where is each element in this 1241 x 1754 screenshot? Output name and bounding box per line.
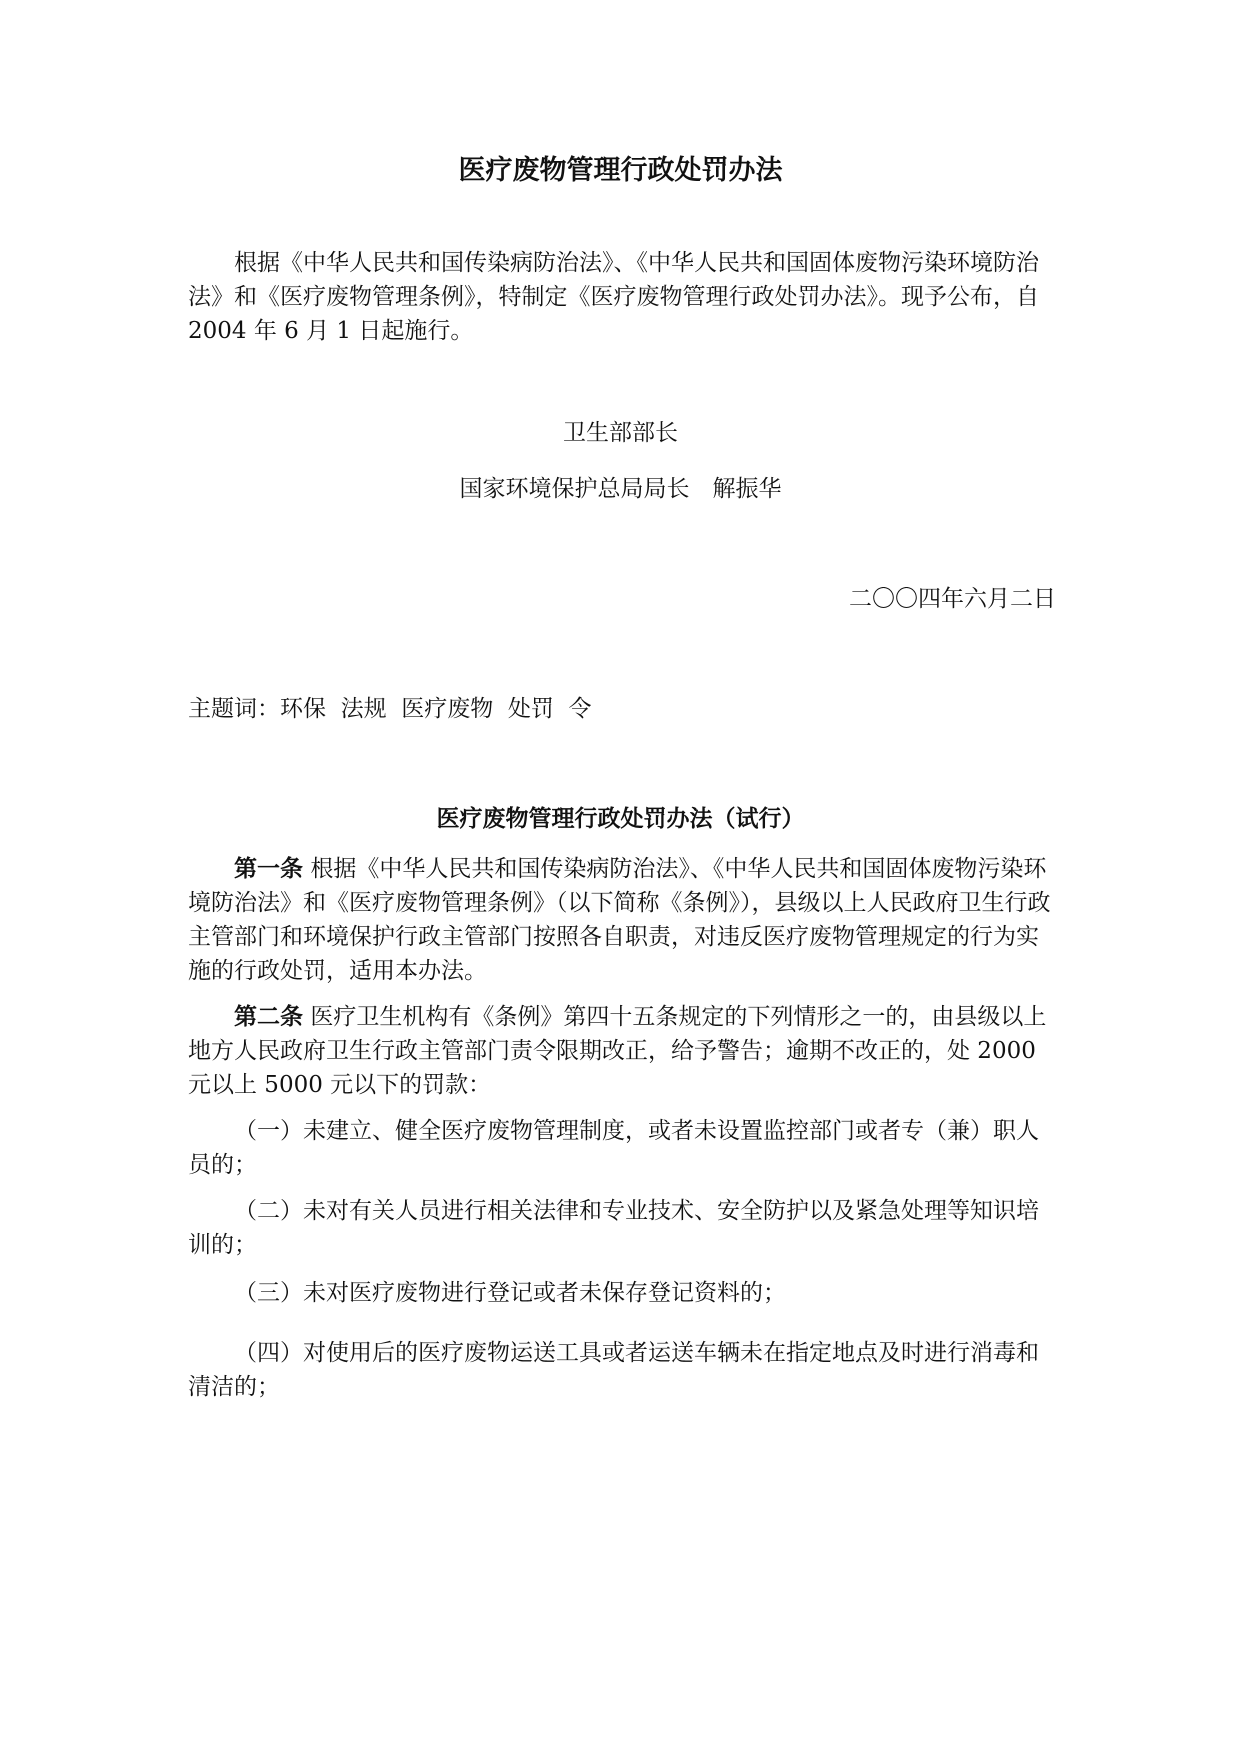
list-item: （四）对使用后的医疗废物运送工具或者运送车辆未在指定地点及时进行消毒和清洁的； xyxy=(188,1340,1039,1400)
document-date: 二〇〇四年六月二日 xyxy=(849,586,1056,612)
article-2-label: 第二条 xyxy=(234,1003,303,1030)
list-item: （一）未建立、健全医疗废物管理制度，或者未设置监控部门或者专（兼）职人员的； xyxy=(188,1118,1039,1178)
article-2-paragraph xyxy=(188,1000,1056,1102)
article-2-text: 医疗卫生机构有《条例》第四十五条规定的下列情形之一的，由县级以上地方人民政府卫生行政主管部门责令限期改正，给予警告；逾期不改正的，处 2000 元以上 5000 元以下的罚款： xyxy=(188,1004,1047,1098)
preamble-paragraph: 根据《中华人民共和国传染病防治法》、《中华人民共和国固体废物污染环境防治法》和《医疗废物管理条例》，特制定《医疗废物管理行政处罚办法》。现予公布，自 2004 年 6 月 1 日起施行。 xyxy=(188,250,1039,344)
document-subtitle: 医疗废物管理行政处罚办法（试行） xyxy=(436,805,805,832)
keywords-line: 主题词：环保 法规 医疗废物 处罚 令 xyxy=(188,696,592,722)
document-title: 医疗废物管理行政处罚办法 xyxy=(458,155,783,186)
article-1-text: 根据《中华人民共和国传染病防治法》、《中华人民共和国固体废物污染环境防治法》和《医疗废物管理条例》（以下简称《条例》），县级以上人民政府卫生行政主管部门和环境保护行政主管部门按照各自职责，对违反医疗废物管理规定的行为实施的行政处罚，适用本办法。 xyxy=(188,856,1051,984)
signatory-line-2: 国家环境保护总局局长 解振华 xyxy=(459,476,782,502)
article-1-paragraph xyxy=(188,852,1056,988)
article-1-label: 第一条 xyxy=(234,855,303,882)
signatory-line-1: 卫生部部长 xyxy=(563,420,678,446)
list-item: （二）未对有关人员进行相关法律和专业技术、安全防护以及紧急处理等知识培训的； xyxy=(188,1198,1039,1258)
list-item: （三）未对医疗废物进行登记或者未保存登记资料的； xyxy=(234,1280,786,1306)
